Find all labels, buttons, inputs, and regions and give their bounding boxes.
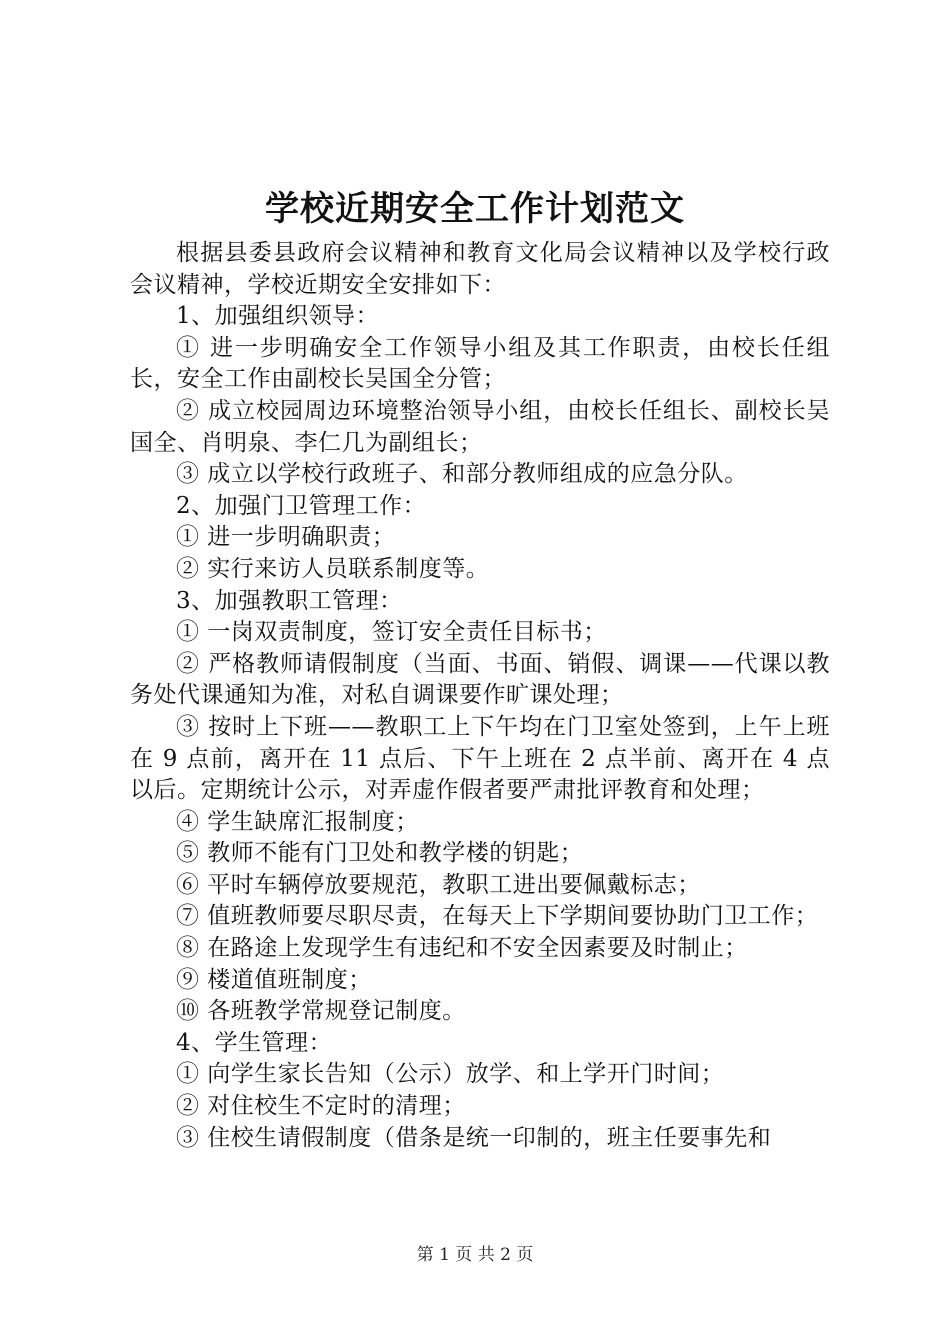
list-item: ⑧ 在路途上发现学生有违纪和不安全因素要及时制止；	[176, 935, 748, 962]
list-item: ① 向学生家长告知（公示）放学、和上学开门时间；	[176, 1061, 725, 1088]
document-body	[130, 238, 830, 1154]
document-title: 学校近期安全工作计划范文	[265, 189, 685, 229]
list-item: ② 对住校生不定时的清理；	[176, 1093, 466, 1120]
section-heading-3: 3、加强教职工管理：	[176, 587, 403, 614]
list-item: ① 进一步明确职责；	[176, 524, 396, 551]
paragraph-intro: 根据县委县政府会议精神和教育文化局会议精神以及学校行政会议精神，学校近期安全安排如下：	[130, 240, 830, 298]
list-item: ② 成立校园周边环境整治领导小组，由校长任组长、副校长吴国全、肖明泉、李仁几为副组长；	[130, 397, 830, 456]
section-heading-1: 1、加强组织领导：	[176, 303, 380, 330]
page-footer: 第 1 页 共 2 页	[416, 1245, 534, 1265]
list-item: ④ 学生缺席汇报制度；	[176, 808, 419, 835]
list-item: ⑨ 楼道值班制度；	[176, 966, 372, 993]
list-item: ① 进一步明确安全工作领导小组及其工作职责，由校长任组长，安全工作由副校长吴国全分管；	[130, 334, 830, 393]
list-item: ⑤ 教师不能有门卫处和教学楼的钥匙；	[176, 840, 584, 867]
list-item: ⑦ 值班教师要尽职尽责，在每天上下学期间要协助门卫工作；	[176, 903, 819, 930]
section-heading-4: 4、学生管理：	[176, 1029, 333, 1056]
list-item: ③ 按时上下班——教职工上下午均在门卫室处签到，上午上班在 9 点前，离开在 11 点后、下午上班在 2 点半前、离开在 4 点以后。定期统计公示，对弄虚作假者要严肃批评教育和处理；	[130, 713, 830, 804]
list-item: ⑥ 平时车辆停放要规范，教职工进出要佩戴标志；	[176, 871, 701, 898]
section-heading-2: 2、加强门卫管理工作：	[176, 492, 427, 519]
list-item: ② 严格教师请假制度（当面、书面、销假、调课——代课以教务处代课通知为准，对私自调课要作旷课处理；	[130, 650, 830, 709]
list-item: ② 实行来访人员联系制度等。	[176, 555, 490, 582]
list-item: ⑩ 各班教学常规登记制度。	[176, 998, 466, 1025]
list-item: ③ 成立以学校行政班子、和部分教师组成的应急分队。	[176, 461, 748, 488]
list-item: ① 一岗双责制度，签订安全责任目标书；	[176, 619, 607, 646]
list-item: ③ 住校生请假制度（借条是统一印制的，班主任要事先和	[176, 1124, 772, 1151]
